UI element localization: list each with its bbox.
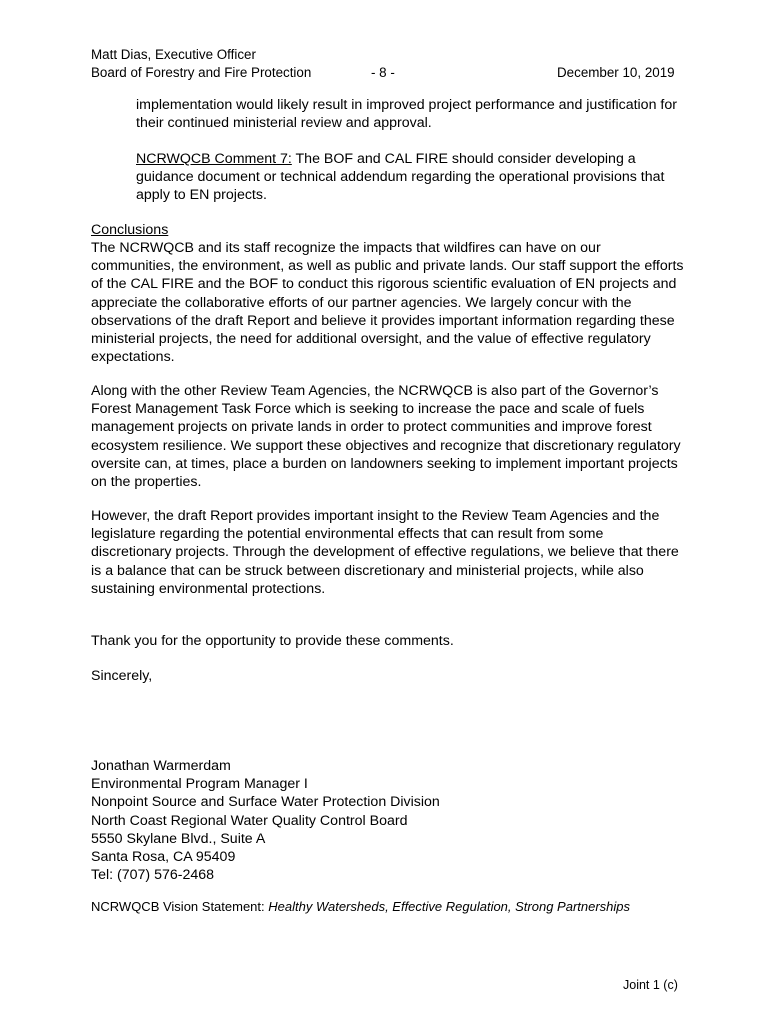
footer-label: Joint 1 (c) xyxy=(623,978,678,992)
signature-block xyxy=(91,757,440,884)
signer-name: Jonathan Warmerdam xyxy=(91,758,231,774)
signer-address-line-1: 5550 Skylane Blvd., Suite A xyxy=(91,830,266,847)
salutation: Sincerely, xyxy=(91,668,153,684)
vision-label: NCRWQCB Vision Statement: xyxy=(91,899,269,914)
header-date: December 10, 2019 xyxy=(557,65,675,80)
header-recipient-name: Matt Dias, Executive Officer xyxy=(91,47,256,62)
conclusions-heading: Conclusions xyxy=(91,222,169,238)
page-number: - 8 - xyxy=(371,65,395,80)
signer-division: Nonpoint Source and Surface Water Protection Division xyxy=(91,794,440,811)
signer-phone: Tel: (707) 576-2468 xyxy=(91,867,215,884)
vision-statement xyxy=(91,898,630,915)
comment-7-label: NCRWQCB Comment 7: xyxy=(136,151,292,167)
signer-organization: North Coast Regional Water Quality Control Board xyxy=(91,812,408,829)
signer-title: Environmental Program Manager I xyxy=(91,776,308,793)
conclusions-paragraph-2: Along with the other Review Team Agencies, the NCRWQCB is also part of the Governor’s Forest Management Task Force which is seeking to increase the pace and scale of fuels management projects on private lands in order to protect communities and improve forest ecosystem resilience. We support these objectives and recognize that discretionary regulatory oversite can, at times, place a burden on landowners seeking to implement important projects on the properties. xyxy=(91,383,681,491)
conclusions-paragraph-1: The NCRWQCB and its staff recognize the impacts that wildfires can have on our communities, the environment, as well as public and private lands. Our staff support the efforts of the CAL FIRE and the BOF to conduct this rigorous scientific evaluation of EN projects and appreciate the collaborative efforts of our partner agencies. We largely concur with the observations of the draft Report and believe it provides important information regarding these ministerial projects, the need for additional oversight, and the value of effective regulatory expectations. xyxy=(91,240,684,366)
vision-text: Healthy Watersheds, Effective Regulation, Strong Partnerships xyxy=(268,899,631,914)
comment-7-paragraph xyxy=(136,150,681,205)
conclusions-paragraph-3: However, the draft Report provides important insight to the Review Team Agencies and the legislature regarding the potential environmental effects that can result from some discretionary projects. Through the development of effective regulations, we believe that there is a balance that can be struck between discretionary and ministerial projects, while also sustaining environmental protections. xyxy=(91,508,679,597)
signer-address-line-2: Santa Rosa, CA 95409 xyxy=(91,849,236,866)
continuation-paragraph: implementation would likely result in improved project performance and justification for their continued ministerial review and approval. xyxy=(136,97,677,132)
comment-7-text: The BOF and CAL FIRE should consider developing a guidance document or technical addendum regarding the operational provisions that apply to EN projects. xyxy=(136,151,665,204)
thank-you-line: Thank you for the opportunity to provide these comments. xyxy=(91,633,454,649)
header-recipient-org: Board of Forestry and Fire Protection xyxy=(91,65,312,80)
